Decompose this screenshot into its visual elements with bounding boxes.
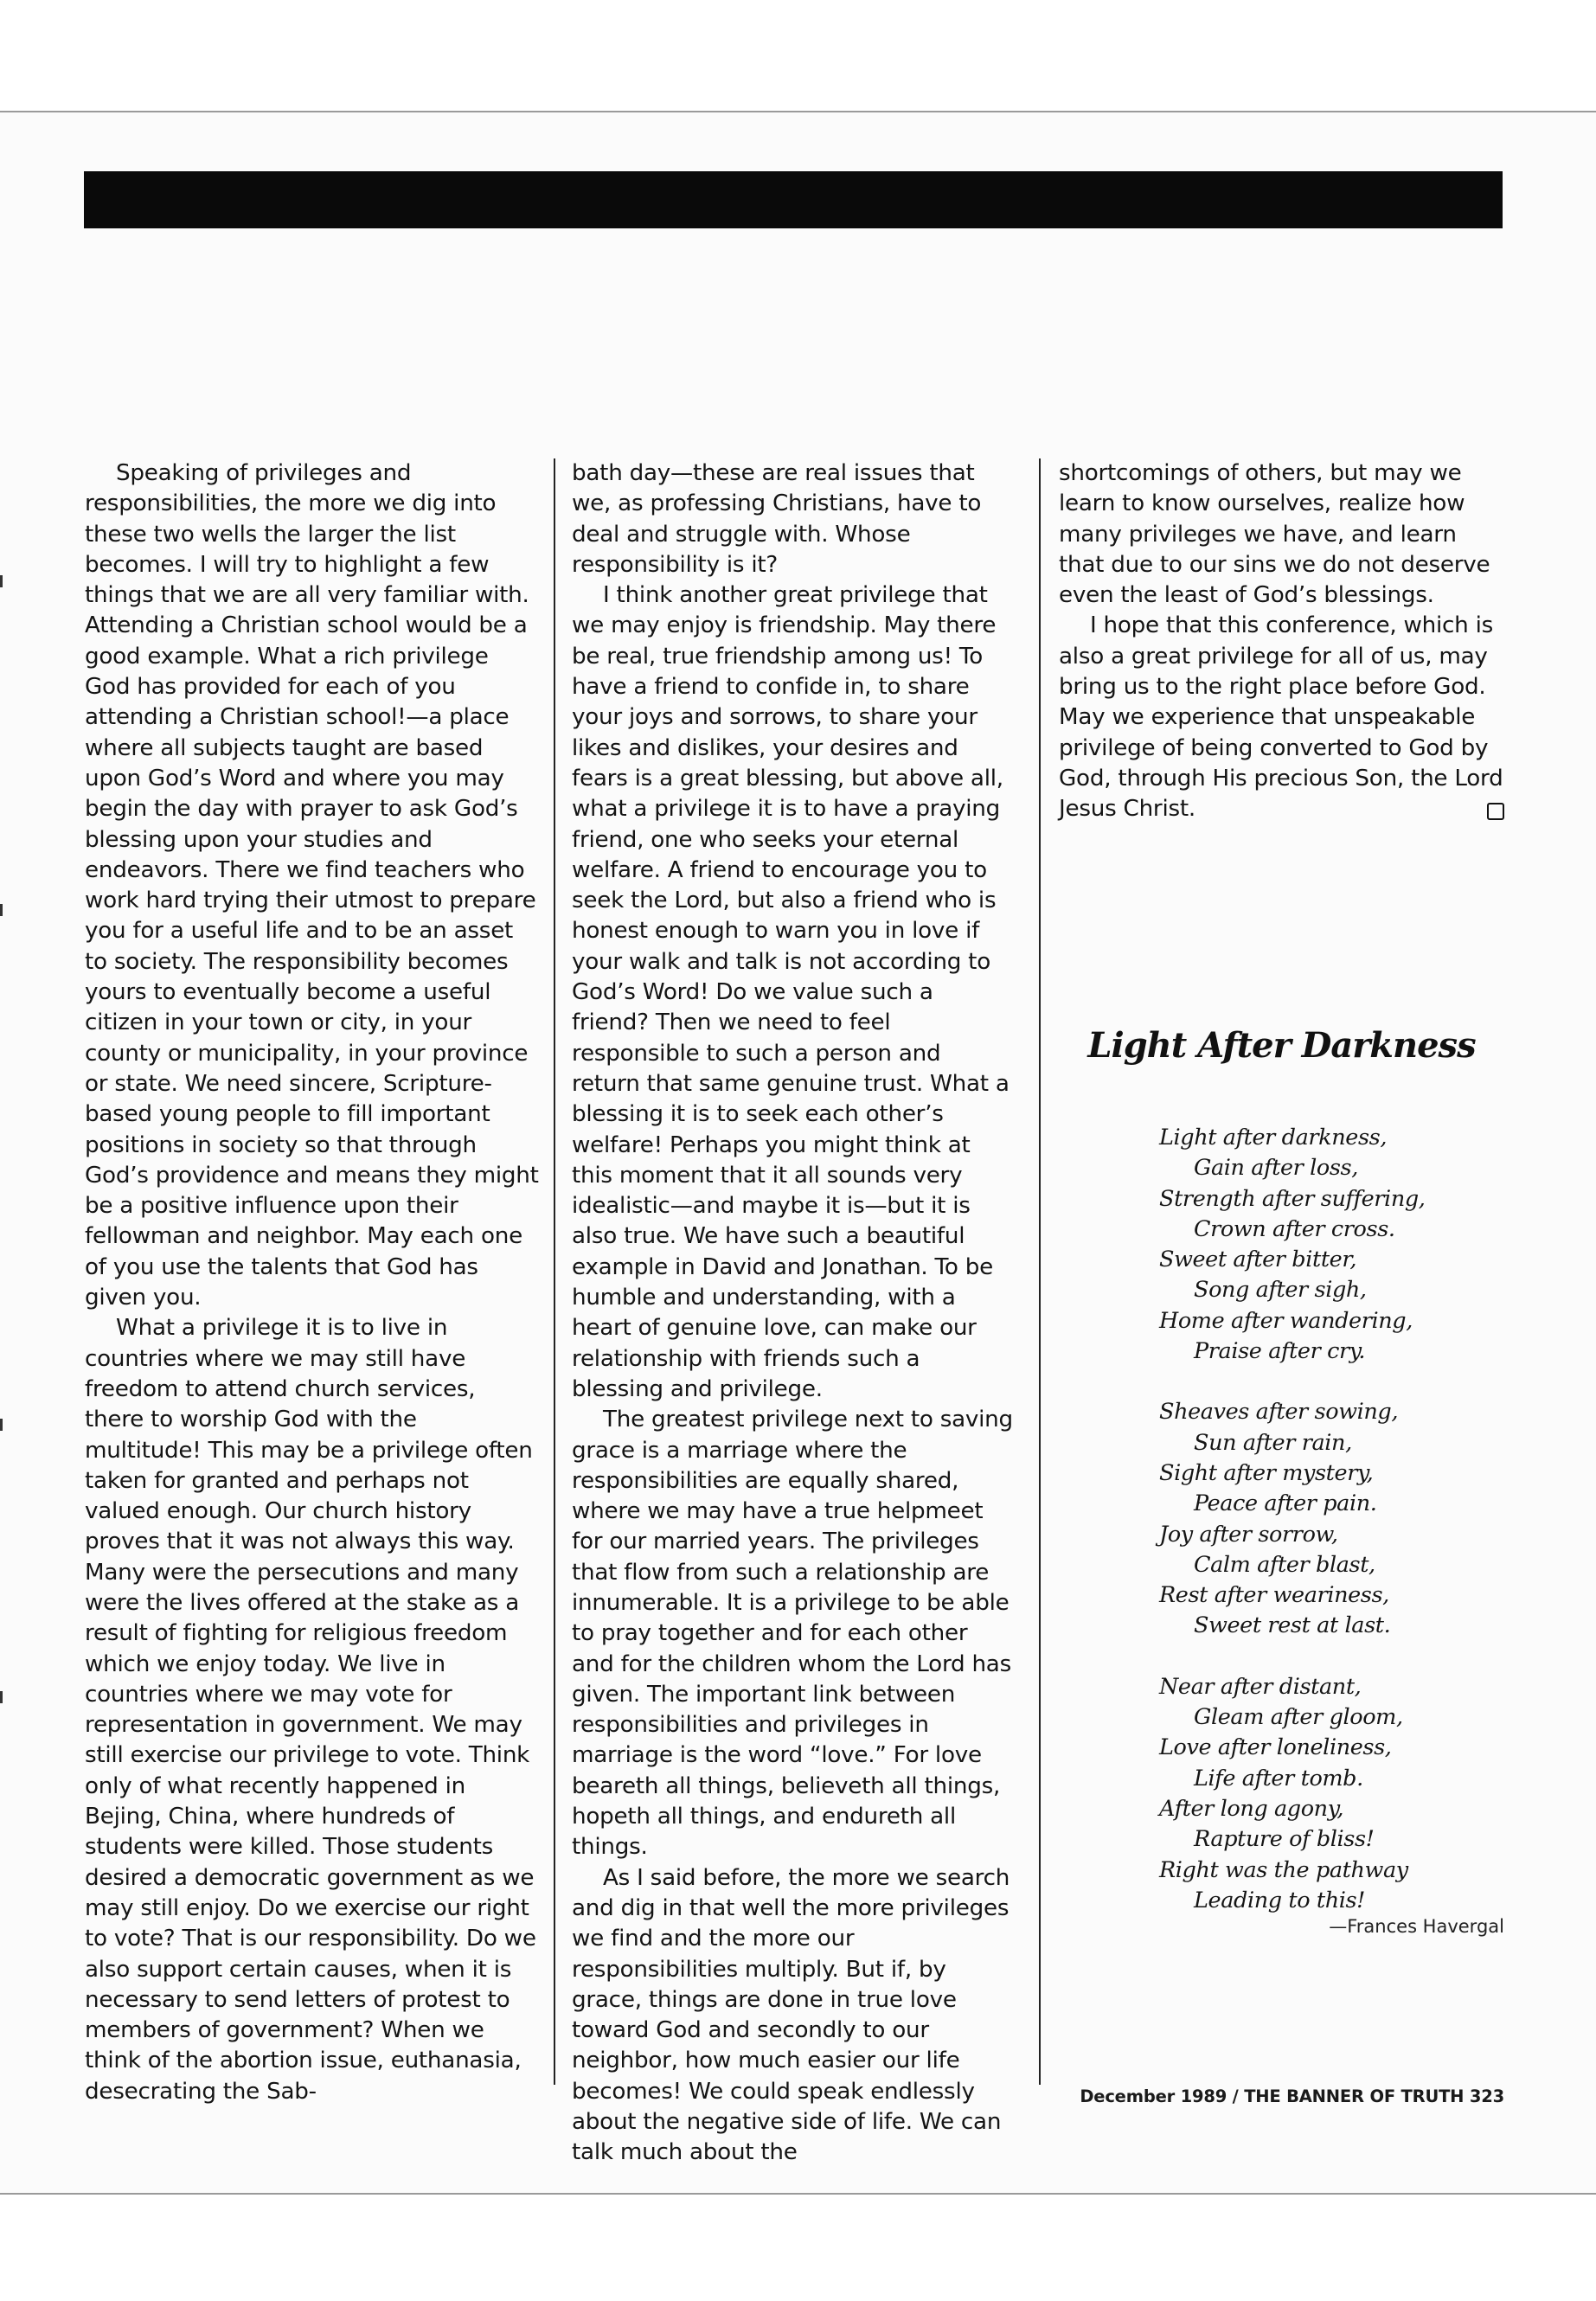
- poem-line: Gain after loss,: [1194, 1155, 1358, 1182]
- article-column-3: [1059, 458, 1504, 825]
- poem-stanza: [1159, 1123, 1505, 1367]
- poem-line: Near after distant,: [1159, 1673, 1362, 1700]
- poem-line: Love after loneliness,: [1159, 1734, 1392, 1761]
- poem-line: Life after tomb.: [1194, 1765, 1363, 1791]
- poem-line: Sight after mystery,: [1159, 1459, 1374, 1486]
- poem-line: Gleam after gloom,: [1194, 1704, 1403, 1731]
- paragraph: shortcomings of others, but may we learn to know ourselves, realize how many privileges we have, and learn that due to our sins we do not deserve even the least of God’s blessings.: [1059, 460, 1490, 609]
- scan-edge-mark: [0, 1691, 3, 1703]
- column-divider: [1039, 458, 1041, 2085]
- poem-line: Praise after cry.: [1194, 1338, 1366, 1365]
- poem-line: Sweet rest at last.: [1194, 1612, 1391, 1639]
- poem-title: Light After Darkness: [1087, 1025, 1476, 1066]
- poem-line: Joy after sorrow,: [1159, 1521, 1338, 1548]
- paragraph: What a privilege it is to live in countries where we may still have freedom to attend church services, there to worship God with the multitude! This may be a privilege often taken for granted and perhaps not valued enough. Our church history proves that it was not always this way. Many were the persecutions and many were the lives offered at the stake as a result of fighting for religious freedom which we enjoy today. We live in countries where we may vote for representation in government. We may still exercise our privilege to vote. Think only of what recently happened in Bejing, China, where hundreds of students were killed. Those students desired a democratic government as we may still enjoy. Do we exercise our right to vote? That is our responsibility. Do we also support certain causes, when it is necessary to send letters of protest to members of government? When we think of the abortion issue, euthanasia, desecrating the Sab-: [85, 1315, 536, 2105]
- poem-line: Sheaves after sowing,: [1159, 1399, 1399, 1426]
- poem-line: Leading to this!: [1194, 1887, 1366, 1913]
- poem-line: Light after darkness,: [1159, 1125, 1388, 1150]
- end-of-article-box-icon: [1487, 803, 1504, 820]
- paragraph: bath day—these are real issues that we, as professing Christians, have to deal and struggle with. Whose responsibility is it?: [572, 460, 982, 578]
- poem-line: Peace after pain.: [1194, 1490, 1377, 1517]
- poem-line: Sweet after bitter,: [1159, 1247, 1357, 1273]
- column-divider: [554, 458, 555, 2085]
- paragraph: As I said before, the more we search and dig in that well the more privileges we find and the more our responsibilities multiply. But if, by grace, things are done in true love toward God and secondly to our neighbor, how much easier our life becomes! We could speak endlessly about the negative side of life. We can talk much about the: [572, 1864, 1010, 2166]
- poem-line: Rapture of bliss!: [1194, 1826, 1375, 1853]
- poem-line: After long agony,: [1159, 1795, 1344, 1822]
- poem-line: Right was the pathway: [1159, 1856, 1408, 1883]
- paragraph: I think another great privilege that we may enjoy is friendship. May there be real, true friendship among us! To have a friend to confide in, to share your joys and sorrows, to share your likes and dislikes, your desires and fears is a great blessing, but above all, what a privilege it is to have a praying friend, one who seeks your eternal welfare. A friend to encourage you to seek the Lord, but also a friend who is honest enough to warn you in love if your walk and talk is not according to God’s Word! Do we value such a friend? Then we need to feel responsible to such a person and return that same genuine trust. What a blessing it is to seek each other’s welfare! Perhaps you might think at this moment that it all sounds very idealistic—and maybe it is—but it is also true. We have such a beautiful example in David and Jonathan. To be humble and understanding, with a heart of genuine love, can make our relationship with friends such a blessing and privilege.: [572, 582, 1010, 1402]
- paragraph: The greatest privilege next to saving grace is a marriage where the responsibilities are equally shared, where we may have a true helpmeet for our married years. The privileges that flow from such a relationship are innumerable. It is a privilege to be able to pray together and for each other and for the children whom the Lord has given. The important link between responsibilities and privileges in marriage is the word “love.” For love beareth all things, believeth all things, hopeth all things, and endureth all things.: [572, 1407, 1013, 1861]
- article-column-2: [572, 458, 1015, 2169]
- scan-edge-mark: [0, 575, 3, 587]
- poem-line: Sun after rain,: [1194, 1429, 1352, 1456]
- poem-stanza: [1159, 1672, 1505, 1916]
- scan-edge-mark: [0, 904, 3, 916]
- poem-line: Home after wandering,: [1159, 1307, 1413, 1334]
- poem-stanza: [1159, 1397, 1505, 1641]
- page-footer: December 1989 / THE BANNER OF TRUTH 323: [1080, 2086, 1504, 2106]
- poem-line: Song after sigh,: [1194, 1277, 1367, 1304]
- poem-line: Calm after blast,: [1194, 1551, 1375, 1578]
- poem-line: Rest after weariness,: [1159, 1582, 1389, 1609]
- header-bar: [84, 171, 1503, 228]
- paragraph: Speaking of privileges and responsibilities, the more we dig into these two wells the larger the list becomes. I will try to highlight a few things that we are all very familiar with. Attending a Christian school would be a good example. What a rich privilege God has provided for each of you attending a Christian school!—a place where all subjects taught are based upon God’s Word and where you may begin the day with prayer to ask God’s blessing upon your studies and endeavors. There we find teachers who work hard trying their utmost to prepare you for a useful life and to be an asset to society. The responsibility becomes yours to eventually become a useful citizen in your town or city, in your county or municipality, in your province or state. We need sincere, Scripture-based young people to fill important positions in society so that through God’s providence and means they might be a positive influence upon their fellowman and neighbor. May each one of you use the talents that God has given you.: [85, 460, 539, 1311]
- closing-paragraph: [1059, 611, 1504, 824]
- poem: [1159, 1123, 1505, 1946]
- article-column-1: [85, 458, 540, 2107]
- poem-line: Strength after suffering,: [1159, 1185, 1426, 1212]
- poem-attribution: —Frances Havergal: [1329, 1916, 1504, 1937]
- paragraph: I hope that this conference, which is also a great privilege for all of us, may bring us to the right place before God. May we experience that unspeakable privilege of being converted to God by God, through His precious Son, the Lord Jesus Christ.: [1059, 612, 1503, 823]
- poem-line: Crown after cross.: [1194, 1215, 1395, 1242]
- scan-edge-mark: [0, 1419, 3, 1431]
